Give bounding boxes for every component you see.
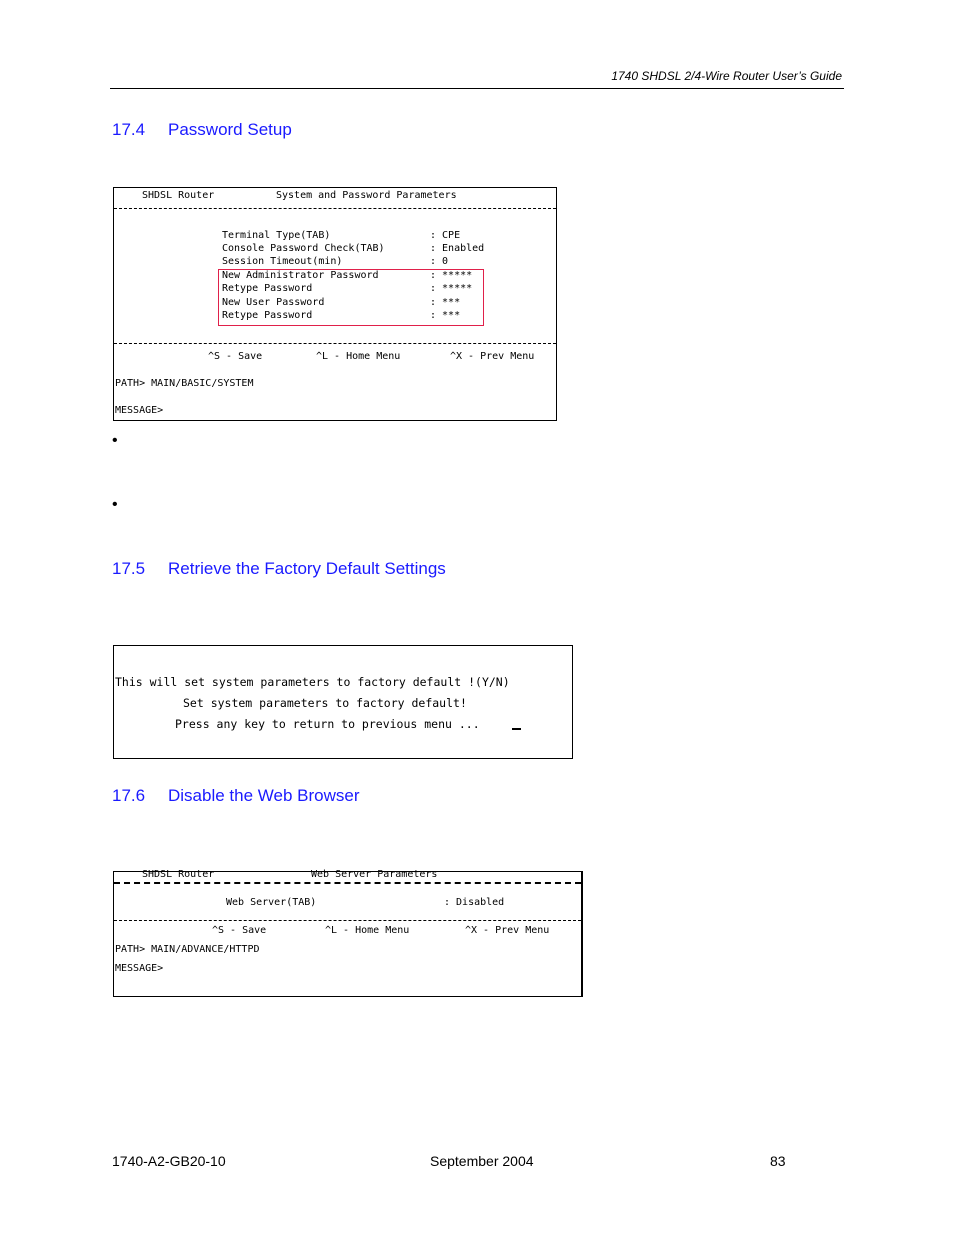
factory-default-confirm: Set system parameters to factory default! — [183, 696, 467, 710]
terminal-screen-title: System and Password Parameters — [276, 190, 457, 201]
bullet: • — [112, 432, 118, 449]
field-value[interactable]: : 0 — [430, 256, 449, 267]
web-server-terminal — [113, 871, 583, 997]
header-rule — [110, 88, 844, 89]
factory-default-prompt: This will set system parameters to factory default !(Y/N) — [115, 675, 510, 689]
terminal-message: MESSAGE> — [115, 405, 164, 416]
field-label: Terminal Type(TAB) — [222, 230, 331, 241]
section-number: 17.4 — [112, 120, 146, 139]
field-value[interactable]: : Disabled — [444, 897, 505, 908]
field-value[interactable]: : ***** — [430, 270, 473, 281]
terminal-divider — [114, 882, 581, 884]
home-key-hint: ^L - Home Menu — [316, 351, 401, 362]
field-value[interactable]: : *** — [430, 310, 461, 321]
field-value[interactable]: : Enabled — [430, 243, 485, 254]
password-setup-terminal — [113, 187, 557, 421]
field-label: New User Password — [222, 297, 325, 308]
field-value[interactable]: : *** — [430, 297, 461, 308]
field-label: Console Password Check(TAB) — [222, 243, 385, 254]
field-label: Retype Password — [222, 310, 313, 321]
section-heading-17-6 — [112, 786, 360, 806]
section-number: 17.5 — [112, 559, 146, 578]
terminal-path: PATH> MAIN/ADVANCE/HTTPD — [115, 944, 260, 955]
section-title: Disable the Web Browser — [168, 786, 360, 805]
save-key-hint: ^S - Save — [212, 925, 267, 936]
footer-date: September 2004 — [430, 1153, 534, 1169]
prev-key-hint: ^X - Prev Menu — [450, 351, 535, 362]
terminal-product: SHDSL Router — [142, 190, 215, 201]
field-value[interactable]: : CPE — [430, 230, 461, 241]
field-label: Session Timeout(min) — [222, 256, 343, 267]
terminal-product: SHDSL Router — [142, 869, 215, 880]
field-value[interactable]: : ***** — [430, 283, 473, 294]
section-heading-17-5 — [112, 559, 446, 579]
factory-default-terminal — [113, 645, 573, 759]
terminal-screen-title: Web Server Parameters — [311, 869, 438, 880]
terminal-message: MESSAGE> — [115, 963, 164, 974]
section-title: Password Setup — [168, 120, 292, 139]
field-label: Web Server(TAB) — [226, 897, 317, 908]
return-prompt: Press any key to return to previous menu ... — [175, 717, 480, 731]
section-heading-17-4 — [112, 120, 292, 140]
save-key-hint: ^S - Save — [208, 351, 263, 362]
password-fields-highlight — [218, 269, 484, 326]
section-title: Retrieve the Factory Default Settings — [168, 559, 446, 578]
bullet: • — [112, 496, 118, 513]
field-label: New Administrator Password — [222, 270, 379, 281]
section-number: 17.6 — [112, 786, 146, 805]
terminal-divider — [114, 208, 556, 209]
terminal-divider — [114, 920, 581, 921]
home-key-hint: ^L - Home Menu — [325, 925, 410, 936]
field-label: Retype Password — [222, 283, 313, 294]
footer-doc-id: 1740-A2-GB20-10 — [112, 1153, 226, 1169]
running-header: 1740 SHDSL 2/4-Wire Router User’s Guide — [611, 69, 842, 83]
terminal-cursor — [512, 728, 521, 730]
terminal-path: PATH> MAIN/BASIC/SYSTEM — [115, 378, 254, 389]
prev-key-hint: ^X - Prev Menu — [465, 925, 550, 936]
terminal-divider — [114, 343, 556, 344]
footer-page-number: 83 — [770, 1153, 786, 1169]
